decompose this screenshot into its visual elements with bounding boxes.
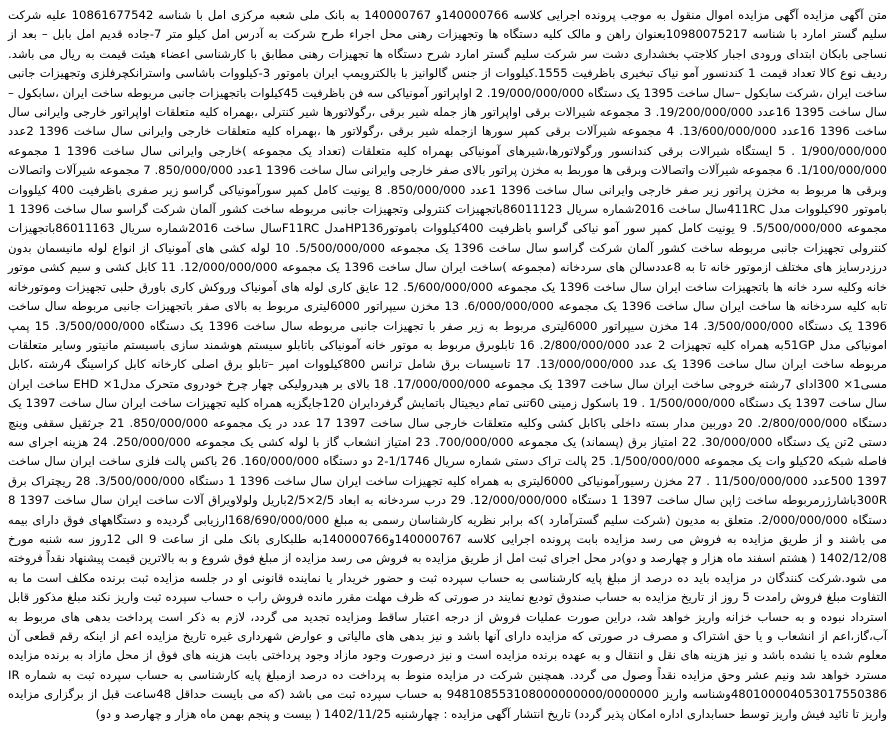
auction-notice-text: متن آگهی مزایده آگهی مزایده اموال منقول به موجب پرونده اجرایی کلاسه 140000766و 140000767 به بانک ملی شعبه مرکزی امل با شناسه 10861677542 علیه شرکت سلیم گستر امارد با شناسه 10980075217بعنوان راهن و مالک کلیه دستگاه ها وتجهیزات رهنی محل اجراء طرح شرکت به آدرس امل کیلو متر 7-جاده قدیم امل بابل – بعد از نساجی بابکان ابتدای ورودی اجبار کلاجتپ بخشداری دشت سر شرکت سلیم گستر امارد شرح دستگاه ها تجهیزات رهنی مطابق با کارشناسی اعضاء هیئت قیمت به ریال می باشد. ردیف نوع کالا تعداد قیمت 1 کندنسور آمو نیاک تبخیری باظرفیت 1555.کیلووات از جنس گالوانیز با بالکترویمپ ایران باموتور 3-کیلووات باشاسی واسترانکچرفلزی وتجهیزات جانبی ساخت ایران ،شرکت سابکول –سال ساخت 1395 یک دستگاه 19/000/000/000. 2 اواپراتور آمونیاکی سه فن باظرفیت 45کیلوات باتجهیزات جانبی مربوطه ساخت ایران ،سابکول –سال ساخت 1395 16عدد 19/200/000/000. 3 مجموعه شیرالات برقی اواپراتور هاز جمله شیر برقی ،رگولاتورها شیر کنترلی ،بهمراه کلیه متعلقات اواپراتور خارجی وایرانی سال ساخت 1396 16عدد 13/600/000/000. 4 مجموعه شیرآلات برقی کمپر سورها ازجمله شیر برقی ،رگولاتور ها ،بهمراه کلیه متعلقات خارجی وایرانی سال ساخت 1396 2عدد 1/900/000/000 . 5 ایستگاه شیرالات برقی کندانسور ورگولاتورها،شیرهای آمونیاکی بهمراه کلیه متعلقات (تعداد یک مجموعه )خارجی وایرانی سال ساخت 1396 1 مجموعه 1/100/000/000. 6 مجموعه شیرآلات واتصالات وبرقی ها موربط به مخزن پراتور بالای صفر خارجی وایرانی سال ساخت 1396 1عدد 850/000/000. 7 مجموعه شیرآلات واتصالات وبرقی ها مربوط به مخزن پراتور زیر صفر خارجی وایرانی سال ساخت 1396 1عدد 850/000/000. 8 یونیت کامل کمپر سورآمونیاکی گراسو زیر صفری باظرفیت 400 کیلووات باموتور 90کیلووات مدل 411RCسال ساخت 2016شماره سریال 86011123باتجهیزات کنترولی وتجهیزات جانبی مربوطه ساخت کشور آلمان شرکت گراسو سال ساخت 1396 1 مجموعه 5/500/000/000. 9 یونیت کامل کمپر سور آمو نیاکی گراسو باظرفیت 400کیلووات باموتورHP136مدل F11RCسال ساخت 2016شماره سریال 86011163باتجهیزات کنترولی تجهیزات جانبی مربوطه ساخت کشور آلمان شرکت گراسو سال ساخت 1396 یک مجموعه 5/500/000/000. 10 لوله کشی های آمونیاک از انواع لوله مانیسمان بدون درزدرسایز های مختلف ازموتور خانه تا به 8عددسالن های سردخانه (مجموعه )ساخت ایران سال ساخت 1396 یک مجموعه 12/000/000/000. 11 کابل کشی و سیم کشی موتور خانه وکلیه سرد خانه ها باتجهیزات ساخت ایران سال ساخت 1396 یک مجموعه 5/600/000/000. 12 عایق کاری لوله های آمونیاک وروکش کاری باورق حلبی تجهیزات وموتورخانه تابه کلیه سردخانه ها ساخت ایران سال ساخت 1396 یک مجموعه 6/000/000/000. 13 مخزن سیپراتور 6000لیتری مربوط به بالای صفر باتجهیزات جانبی مربوطه سال ساخت 1396 یک دستگاه 3/500/000/000. 14 مخزن سیپراتور 6000لیتری مربوط به زیر صفر با تجهیزات جانبی مربوطه سال ساخت 1396 یک دستگاه 3/500/000/000. 15 پمپ امونیاکی مدل 51GPبه همراه کلیه تجهیزات 2 عدد 2/800/000/000. 16 تابلوبرق مربوط به موتور خانه آمونیاکی باتابلو سیستم هوشمند سازی باسیستم مانیتور وسایر متعلقات مربوطه ساخت ایران سال ساخت 1396 یک عدد 13/000/000/000. 17 تاسیسات برق شامل ترانس 800کیلووات امپر –تابلو برق اصلی کارخانه کابل کراسینگ 4رشته ،کابل مسی1× 300ادای 7رشته خروجی ساخت ایران سال ساخت 1397 یک مجموعه 17/000/000/000. 18 بالای بر هیدرولیکی چهار چرخ خودروی متحرک مدل1× EHD ساخت ایران سال ساخت 1397 یک دستگاه 1/500/000/000 . 19 باسکول زمینی 60تنی تمام دیجیتال باتمایش گرفردایران 120جایگزیه همراه کلیه تجهیزات ساخت ایران سال ساخت 1397 یک دستگاه 2/800/000/000. 20 دوربین مدار بسته داخلی باکابل کشی وکلیه متعلقات خارجی سال ساخت 1397 17 عدد در یک مجموعه 850/000/000. 21 جرثقیل سقفی وینچ دستی 2تن یک دستگاه 30/000/000. 22 امتیاز برق (پسماند) یک مجموعه 700/000/000. 23 امتیاز انشعاب گاز با لوله کشی یک مجموعه 250/000/000. 24 هزینه اجرای سه فاصله شبکه 20کیلو وات یک مجموعه 1/500/000/000. 25 پالت تراک دستی شماره سریال 1/1746-2 دو دستگاه 160/000/000. 26 باکس پالت فلزی ساخت ایران سال ساخت 1397 500عدد 11/500/000/000 . 27 مخزن رسیورآمونیاکی 6000لیتری به همراه کلیه تجهیزات ساخت ایران سال ساخت 1396 1 دستگاه 3/500/000/000. 28 ریچتراک برق 300Rباشارژرمربوطه ساخت ژاپن سال ساخت 1397 1 دستگاه 12/000/000/000. 29 درب سردخانه به ابعاد 2/5×2/5باریل ولولاویراق آلات ساخت ایران سال ساخت 1397 8 دستگاه 2/000/000/000. متعلق به مدیون (شرکت سلیم گسترآمارد )که برابر نظریه کارشناسان رسمی به مبلغ 168/690/000/000ارزیابی گردیده و دستگاههای فوق دارای بیمه می باشند و از طریق مزایده به فروش می رسد مزایده بابت پرونده اجرایی کلاسه 140000767و140000766به طلبکاری بانک ملی از ساعت 9 الی 12روز سه شنبه مورخ 1402/12/08 ( هشتم اسفند ماه هزار و چهارصد و دو)در محل اجرای ثبت امل از طریق مزایده به فروش می رسد مزایده از مبلغ فوق شروع و به بالاترین قیمت پیشنهاد نقداً فروخته می شود.شرکت کنندگان در مزایده باید ده درصد از مبلغ پایه کارشناسی به حساب سپرده ثبت و حضور خریدار یا نماینده قانونی او در جلسه مزایده ثبت برنده مکلف است ما به التفاوت مبلغ فروش رامدت 5 روز از تاریخ مزایده به حساب صندوق تودیع نمایند در صورتی که ظرف مهلت مقرر مانده فروش راب ه حساب سپرده ثبت واریز نکند مبلغ مذکور قابل استرداد نبوده و به حساب خزانه واریز خواهد شد، دراین صورت عملیات فروش از درجه اعتبار ساقط ومزایده تجدید می گردد، لازم به ذکر است پرداخت بدهی های مربوط به آب،گاز،اعم از انشعاب و یا حق اشتراک و مصرف در صورتی که مزایده دارای آنها باشد و نیز بدهی های مالیاتی و عوارض شهرداری غیره تاریخ مزایده اعم از اینکه رقم قطعی آن معلوم شده یا نشده باشد و نیز هزینه های نقل و انتقال و به عهده برنده مزایده است و نیز درصورت وجود مازاد وجود پرداختی بابت هزینه های فوق از محل مازاد به برنده مزایده مسترد خواهد شد ونیم عشر وحق مزایده نقداً وصول می گردد. همچنین شرکت در مزایده منوط به پرداخت ده درصد ازمبلغ پایه کارشناسی به حساب سپرده ثبت به شماره IR 480100004053017550386وشناسه واریز 948108553108000000000/0000000 به حساب سپرده ثبت می باشد (که می بایست حداقل 48ساعت قبل از برگزاری مزایده واریز تا تائید فیش واریز توسط حسابداری اداره امکان پذیر گردد) تاریخ انتشار آگهی مزایده : چهارشنبه 1402/11/25 ( بیست و پنجم بهمن ماه هزار و چهارصد و دو) xyxy=(8,8,888,721)
